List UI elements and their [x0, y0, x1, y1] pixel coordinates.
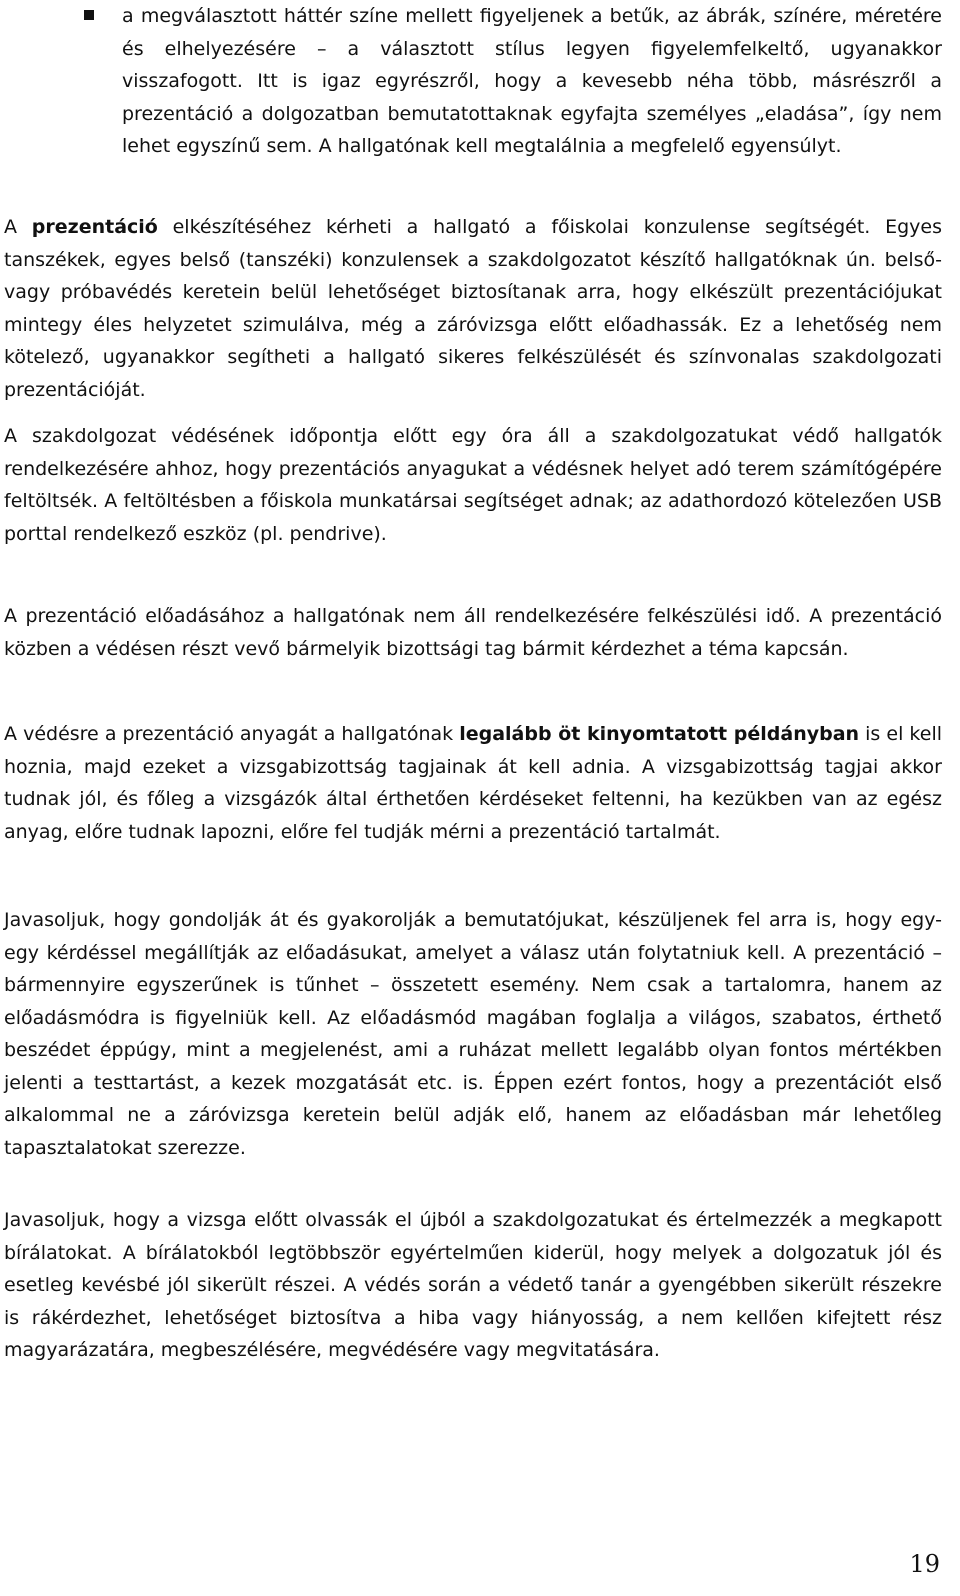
- paragraph-biralatok: Javasoljuk, hogy a vizsga előtt olvassák el újból a szakdolgozatukat és értelmezzék a megkapott bírálatokat. A bírálatokból legtöbbször egyértelműen kiderül, hogy melyek a dolgozatuk jól és esetleg kevésbé jól sikerült részei. A védés során a védető tanár a gyengébben sikerült részekre is rákérdezhet, lehetőséget biztosítva a hiba vagy hiányosság, a nem kellően kifejtett rész magyarázatára, megbeszélésére, megvédésére vagy megvitatására.: [4, 1209, 942, 1361]
- emphasis-text: prezentáció: [31, 216, 158, 238]
- emphasis-text: legalább öt kinyomtatott példányban: [459, 723, 860, 745]
- paragraph-text: A: [4, 216, 32, 238]
- paragraph-gyakorlas: Javasoljuk, hogy gondolják át és gyakorolják a bemutatójukat, készüljenek fel arra is, hogy egy-egy kérdéssel megállítják az előadásukat, amelyet a válasz után folytatniuk kell. A prezentáció – bármennyire egyszerűnek is tűnhet – összetett esemény. Nem csak a tartalomra, hanem az előadásmódra is figyelniük kell. Az előadásmód magában foglalja a világos, szabatos, érthető beszédet éppúgy, mint a megjelenést, ami a ruházat mellett legalább olyan fontos mértékben jelenti a testtartást, a kezek mozgatását etc. is. Éppen ezért fontos, hogy a prezentációt első alkalommal ne a záróvizsga keretein belül adják elő, hanem az előadásban már lehetőleg tapasztalatokat szerezze.: [4, 909, 942, 1159]
- paragraph-text: is el kell hoznia, majd ezeket a vizsgabizottság tagjainak át kell adnia. A vizsgabizottság tagjai akkor tudnak jól, és főleg a vizsgázók által érthetően kérdéseket feltenni, ha kezükben van az egész anyag, előre tudnak lapozni, előre fel tudják mérni a prezentáció tartalmát.: [4, 723, 943, 843]
- paragraph-feltoltes: A szakdolgozat védésének időpontja előtt egy óra áll a szakdolgozatukat védő hallgatók rendelkezésére ahhoz, hogy prezentációs anyagukat a védésnek helyet adó terem számítógépére feltöltsék. A feltöltésben a főiskola munkatársai segítséget adnak; az adathordozó kötelezően USB porttal rendelkező eszköz (pl. pendrive).: [4, 425, 942, 545]
- paragraph-peldanyok: [4, 718, 942, 848]
- paragraph-konzulens: [4, 211, 942, 406]
- page-number: 19: [909, 1550, 940, 1578]
- paragraph-text: A védésre a prezentáció anyagát a hallgatónak: [4, 723, 460, 745]
- bullet-text: a megválasztott háttér színe mellett figyeljenek a betűk, az ábrák, színére, méretére és elhelyezésére – a választott stílus legyen figyelemfelkeltő, ugyanakkor visszafogott. Itt is igaz egyrészről, hogy a kevesebb néha több, másrészről a prezentáció a dolgozatban bemutatottaknak egyfajta személyes „eladása”, így nem lehet egyszínű sem. A hallgatónak kell megtalálnia a megfelelő egyensúlyt.: [122, 5, 942, 157]
- paragraph-text: elkészítéséhez kérheti a hallgató a főiskolai konzulense segítségét. Egyes tanszékek, egyes belső (tanszéki) konzulensek a szakdolgozatot készítő hallgatóknak ún. belső- vagy próbavédés keretein belül lehetőséget biztosítanak arra, hogy elkészült prezentációjukat mintegy éles helyzetet szimulálva, még a záróvizsga előtt előadhassák. Ez a lehetőség nem kötelező, ugyanakkor segítheti a hallgató sikeres felkészülését és színvonalas szakdolgozati prezentációját.: [4, 216, 942, 401]
- paragraph-eloadas: A prezentáció előadásához a hallgatónak nem áll rendelkezésére felkészülési idő. A prezentáció közben a védésen részt vevő bármelyik bizottsági tag bármit kérdezhet a téma kapcsán.: [4, 605, 942, 660]
- square-bullet-icon: [84, 10, 94, 20]
- bullet-list-item: [84, 0, 942, 163]
